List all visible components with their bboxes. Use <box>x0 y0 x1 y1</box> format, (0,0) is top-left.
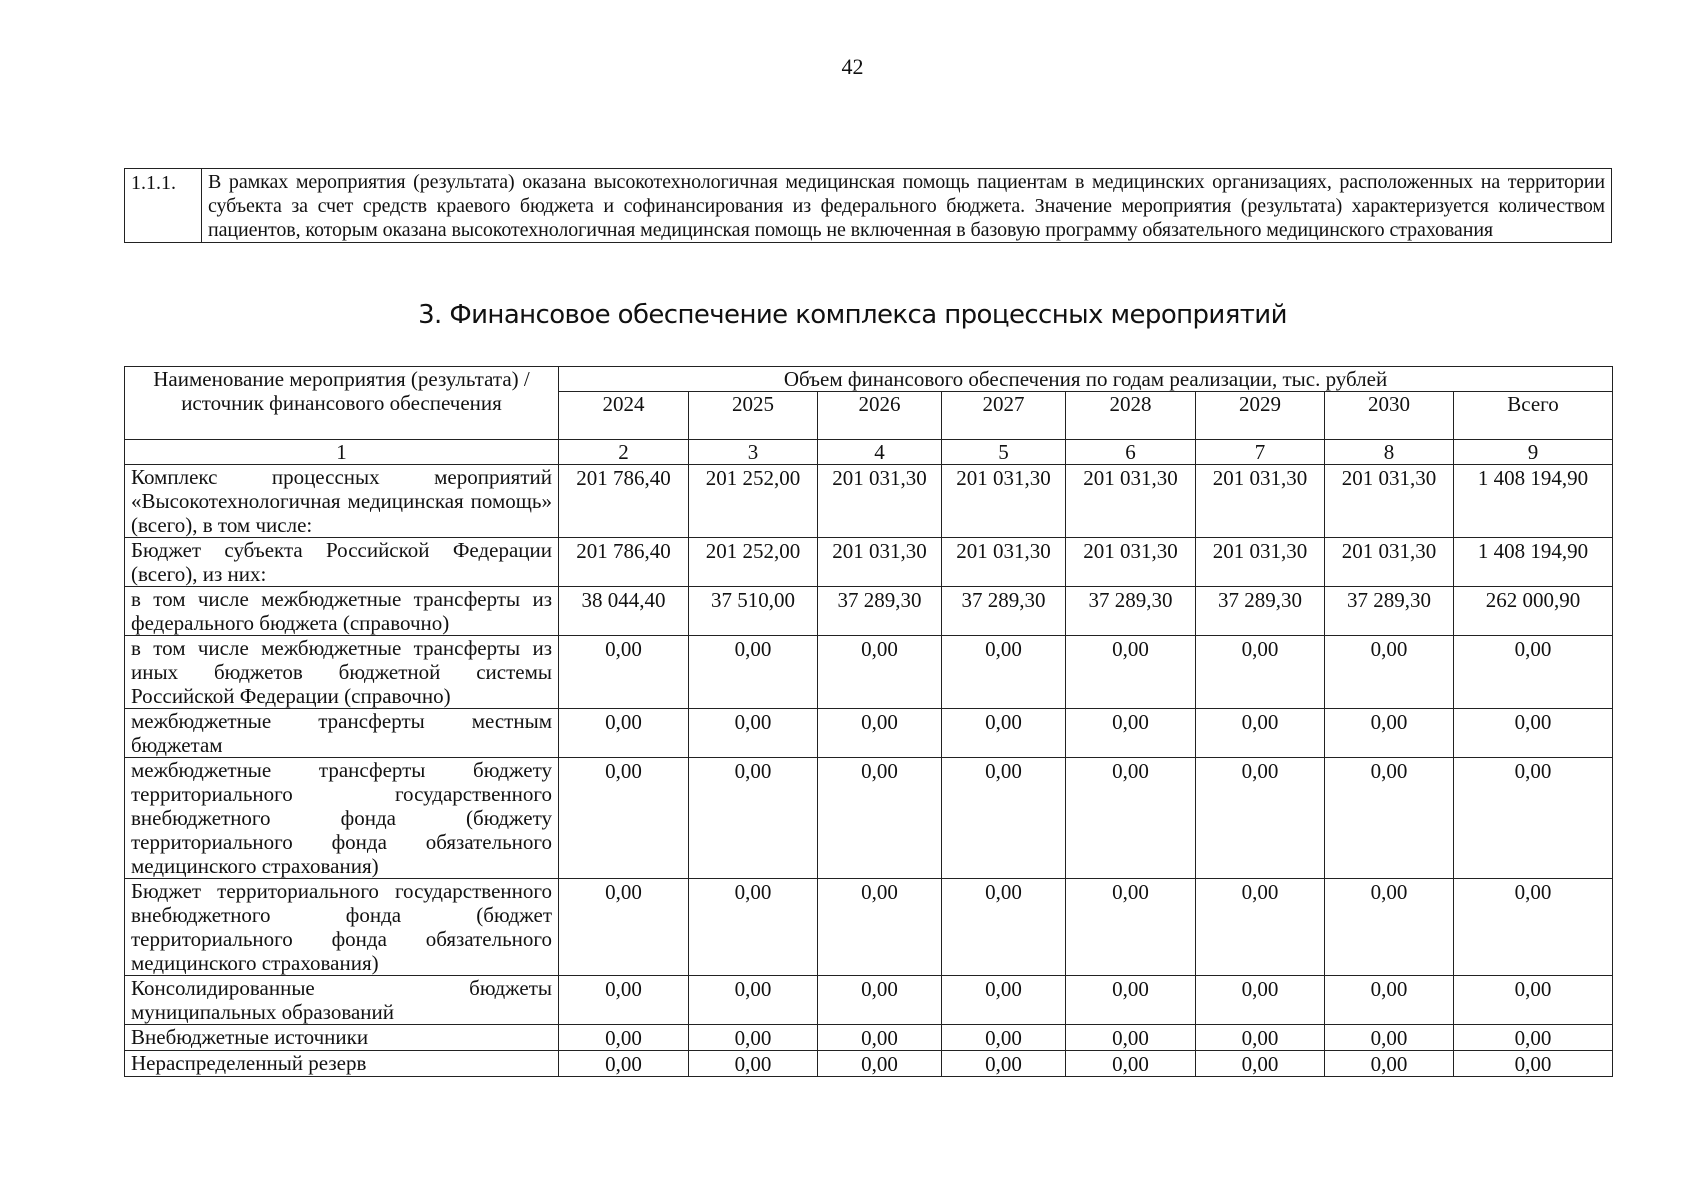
item-description: В рамках мероприятия (результата) оказана высокотехнологичная медицинская помощь пациентам в медицинских организациях, расположенных на территории субъекта за счет средств краевого бюджета и софинансирования из федерального бюджета. Значение мероприятия (результата) характеризуется количеством пациентов, которым оказана высокотехнологичная медицинская помощь не включенная в базовую программу обязательного медицинского страхования <box>202 169 1612 243</box>
row-name: Комплекс процессных мероприятий «Высокотехнологичная медицинская помощь» (всего), в том числе: <box>125 465 559 538</box>
year-column-header: 2024 <box>559 392 689 440</box>
value-cell: 0,00 <box>1454 1051 1613 1077</box>
result-description-table <box>124 168 1612 243</box>
value-cell: 0,00 <box>942 709 1066 758</box>
value-cell: 201 252,00 <box>689 538 818 587</box>
value-cell: 0,00 <box>559 709 689 758</box>
column-number: 7 <box>1196 440 1325 465</box>
table-row <box>125 1025 1613 1051</box>
row-name: Консолидированные бюджеты муниципальных образований <box>125 976 559 1025</box>
value-cell: 201 786,40 <box>559 465 689 538</box>
value-cell: 0,00 <box>1066 1025 1196 1051</box>
value-cell: 37 289,30 <box>1066 587 1196 636</box>
value-cell: 0,00 <box>689 1051 818 1077</box>
value-cell: 0,00 <box>818 976 942 1025</box>
value-cell: 0,00 <box>559 636 689 709</box>
value-cell: 0,00 <box>1454 879 1613 976</box>
value-cell: 0,00 <box>1325 758 1454 879</box>
value-cell: 0,00 <box>689 1025 818 1051</box>
table-row <box>125 538 1613 587</box>
value-cell: 0,00 <box>1454 709 1613 758</box>
value-cell: 1 408 194,90 <box>1454 465 1613 538</box>
table-row <box>125 465 1613 538</box>
row-name: межбюджетные трансферты бюджету территориального государственного внебюджетного фонда (бюджету территориального фонда обязательного медицинского страхования) <box>125 758 559 879</box>
value-cell: 0,00 <box>559 1025 689 1051</box>
value-cell: 0,00 <box>1196 1051 1325 1077</box>
table-row <box>125 587 1613 636</box>
value-cell: 0,00 <box>1325 709 1454 758</box>
value-cell: 0,00 <box>1454 758 1613 879</box>
section-title: 3. Финансовое обеспечение комплекса процессных мероприятий <box>418 300 1287 330</box>
value-cell: 0,00 <box>1066 879 1196 976</box>
value-cell: 0,00 <box>1454 1025 1613 1051</box>
value-cell: 0,00 <box>559 1051 689 1077</box>
value-cell: 0,00 <box>1325 1025 1454 1051</box>
table-row <box>125 879 1613 976</box>
value-cell: 0,00 <box>1325 1051 1454 1077</box>
value-cell: 0,00 <box>942 1051 1066 1077</box>
row-name: Внебюджетные источники <box>125 1025 559 1051</box>
value-cell: 0,00 <box>689 636 818 709</box>
value-cell: 201 031,30 <box>818 465 942 538</box>
column-number: 4 <box>818 440 942 465</box>
year-column-header: 2027 <box>942 392 1066 440</box>
value-cell: 0,00 <box>1325 976 1454 1025</box>
value-cell: 0,00 <box>689 709 818 758</box>
value-cell: 38 044,40 <box>559 587 689 636</box>
row-name: Бюджет субъекта Российской Федерации (всего), из них: <box>125 538 559 587</box>
value-cell: 0,00 <box>689 758 818 879</box>
value-cell: 0,00 <box>942 636 1066 709</box>
value-cell: 201 031,30 <box>1196 538 1325 587</box>
row-name: Нераспределенный резерв <box>125 1051 559 1077</box>
year-column-header: 2028 <box>1066 392 1196 440</box>
value-cell: 201 031,30 <box>1325 465 1454 538</box>
value-cell: 0,00 <box>1325 636 1454 709</box>
page-number: 42 <box>841 54 864 79</box>
column-number: 9 <box>1454 440 1613 465</box>
value-cell: 0,00 <box>818 758 942 879</box>
column-number: 2 <box>559 440 689 465</box>
table-row <box>125 758 1613 879</box>
row-name: в том числе межбюджетные трансферты из иных бюджетов бюджетной системы Российской Федерации (справочно) <box>125 636 559 709</box>
year-column-header: 2026 <box>818 392 942 440</box>
value-cell: 0,00 <box>1066 1051 1196 1077</box>
value-cell: 0,00 <box>559 976 689 1025</box>
value-cell: 0,00 <box>942 1025 1066 1051</box>
value-cell: 201 252,00 <box>689 465 818 538</box>
value-cell: 201 786,40 <box>559 538 689 587</box>
year-column-header: Всего <box>1454 392 1613 440</box>
value-cell: 0,00 <box>559 879 689 976</box>
value-cell: 0,00 <box>1196 976 1325 1025</box>
table-row <box>125 169 1612 243</box>
value-cell: 1 408 194,90 <box>1454 538 1613 587</box>
value-cell: 37 289,30 <box>1196 587 1325 636</box>
column-number: 1 <box>125 440 559 465</box>
value-cell: 0,00 <box>942 758 1066 879</box>
year-column-header: 2030 <box>1325 392 1454 440</box>
value-cell: 0,00 <box>818 636 942 709</box>
value-cell: 0,00 <box>689 976 818 1025</box>
value-cell: 0,00 <box>818 1025 942 1051</box>
volume-header: Объем финансового обеспечения по годам реализации, тыс. рублей <box>559 367 1613 392</box>
header-row <box>125 367 1613 392</box>
name-column-header: Наименование мероприятия (результата) / источник финансового обеспечения <box>125 367 559 440</box>
table-row <box>125 976 1613 1025</box>
value-cell: 201 031,30 <box>1066 538 1196 587</box>
year-column-header: 2025 <box>689 392 818 440</box>
value-cell: 201 031,30 <box>1066 465 1196 538</box>
table-row <box>125 1051 1613 1077</box>
value-cell: 0,00 <box>942 976 1066 1025</box>
value-cell: 0,00 <box>1454 636 1613 709</box>
value-cell: 0,00 <box>1066 636 1196 709</box>
column-number: 3 <box>689 440 818 465</box>
value-cell: 37 510,00 <box>689 587 818 636</box>
column-number-row <box>125 440 1613 465</box>
value-cell: 0,00 <box>1066 709 1196 758</box>
column-number: 5 <box>942 440 1066 465</box>
row-name: в том числе межбюджетные трансферты из федерального бюджета (справочно) <box>125 587 559 636</box>
value-cell: 0,00 <box>818 879 942 976</box>
value-cell: 0,00 <box>942 879 1066 976</box>
value-cell: 0,00 <box>1325 879 1454 976</box>
item-number: 1.1.1. <box>125 169 202 243</box>
value-cell: 0,00 <box>1066 758 1196 879</box>
row-name: Бюджет территориального государственного внебюджетного фонда (бюджет территориального фонда обязательного медицинского страхования) <box>125 879 559 976</box>
value-cell: 0,00 <box>559 758 689 879</box>
value-cell: 37 289,30 <box>942 587 1066 636</box>
value-cell: 0,00 <box>1196 758 1325 879</box>
value-cell: 201 031,30 <box>1325 538 1454 587</box>
value-cell: 0,00 <box>1196 709 1325 758</box>
column-number: 8 <box>1325 440 1454 465</box>
value-cell: 201 031,30 <box>942 538 1066 587</box>
value-cell: 0,00 <box>1196 1025 1325 1051</box>
table-row <box>125 709 1613 758</box>
value-cell: 0,00 <box>818 709 942 758</box>
value-cell: 0,00 <box>1066 976 1196 1025</box>
finance-table <box>124 366 1613 1077</box>
value-cell: 0,00 <box>1454 976 1613 1025</box>
column-number: 6 <box>1066 440 1196 465</box>
value-cell: 201 031,30 <box>942 465 1066 538</box>
value-cell: 0,00 <box>1196 636 1325 709</box>
value-cell: 37 289,30 <box>1325 587 1454 636</box>
value-cell: 262 000,90 <box>1454 587 1613 636</box>
value-cell: 201 031,30 <box>1196 465 1325 538</box>
table-row <box>125 636 1613 709</box>
value-cell: 201 031,30 <box>818 538 942 587</box>
value-cell: 0,00 <box>818 1051 942 1077</box>
finance-table-body <box>125 465 1613 1077</box>
value-cell: 0,00 <box>1196 879 1325 976</box>
row-name: межбюджетные трансферты местным бюджетам <box>125 709 559 758</box>
year-column-header: 2029 <box>1196 392 1325 440</box>
value-cell: 37 289,30 <box>818 587 942 636</box>
value-cell: 0,00 <box>689 879 818 976</box>
